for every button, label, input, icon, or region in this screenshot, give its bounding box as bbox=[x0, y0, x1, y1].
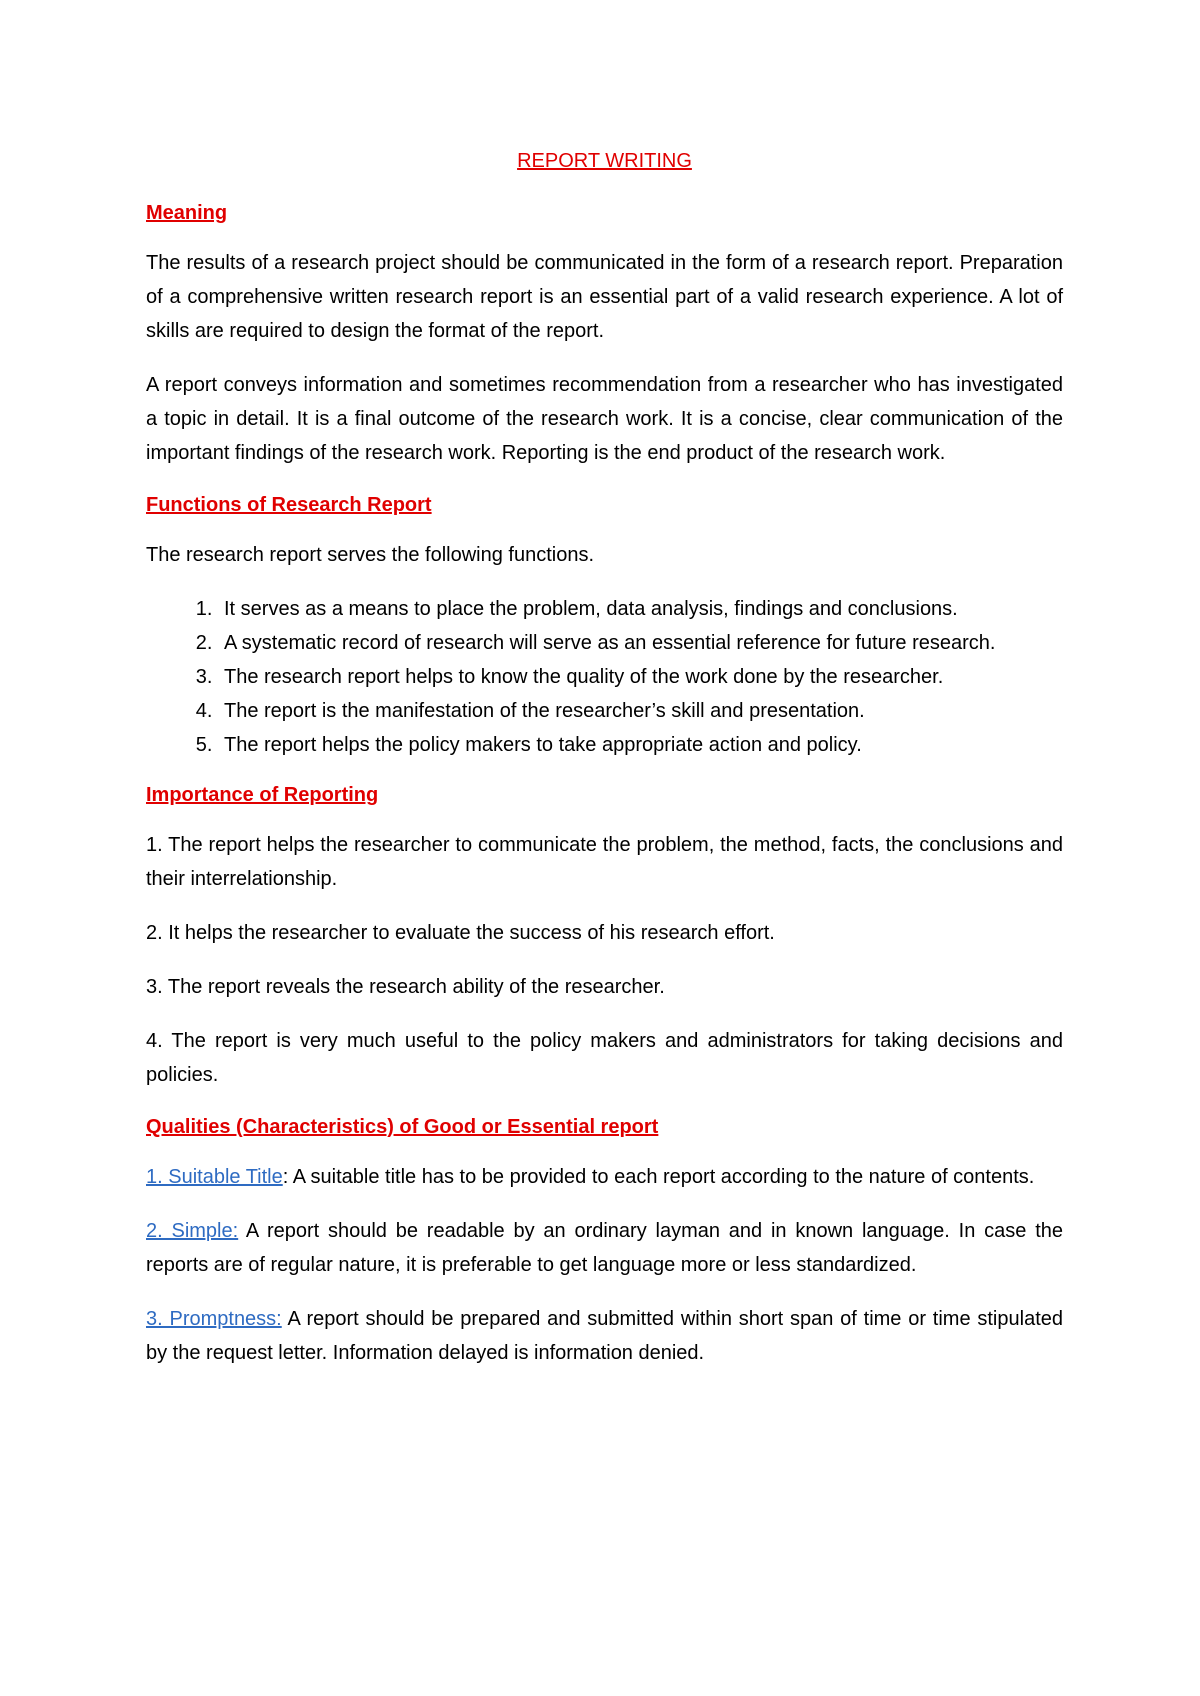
quality-label: 1. Suitable Title bbox=[146, 1166, 283, 1188]
meaning-heading: Meaning bbox=[146, 202, 228, 224]
quality-item-1 bbox=[146, 1160, 1063, 1194]
meaning-paragraph-1: The results of a research project should be communicated in the form of a research report. Preparation of a comprehensive written research report is an essential part of a valid research experience. A lot of skills are required to design the format of the report. bbox=[146, 252, 1063, 342]
document-title: REPORT WRITING bbox=[517, 150, 692, 172]
quality-text: A report should be readable by an ordinary layman and in known language. In case the reports are of regular nature, it is preferable to get language more or less standardized. bbox=[146, 1220, 1063, 1276]
importance-item-4: 4. The report is very much useful to the policy makers and administrators for taking decisions and policies. bbox=[146, 1030, 1063, 1086]
list-item: 5. The report helps the policy makers to take appropriate action and policy. bbox=[218, 728, 1063, 762]
list-item: 4. The report is the manifestation of the researcher’s skill and presentation. bbox=[218, 694, 1063, 728]
functions-heading: Functions of Research Report bbox=[146, 494, 432, 516]
importance-item-3: 3. The report reveals the research ability of the researcher. bbox=[146, 976, 665, 998]
importance-heading: Importance of Reporting bbox=[146, 784, 379, 806]
list-item: 1. It serves as a means to place the problem, data analysis, findings and conclusions. bbox=[218, 592, 1063, 626]
functions-intro: The research report serves the following functions. bbox=[146, 544, 594, 566]
quality-item-2 bbox=[146, 1214, 1063, 1282]
functions-list bbox=[146, 592, 1063, 762]
quality-text: : A suitable title has to be provided to each report according to the nature of contents. bbox=[282, 1166, 1035, 1188]
qualities-heading: Qualities (Characteristics) of Good or Essential report bbox=[146, 1116, 659, 1138]
quality-label: 2. Simple: bbox=[146, 1220, 239, 1242]
importance-item-2: 2. It helps the researcher to evaluate the success of his research effort. bbox=[146, 922, 775, 944]
quality-item-3 bbox=[146, 1302, 1063, 1370]
meaning-paragraph-2: A report conveys information and sometimes recommendation from a researcher who has investigated a topic in detail. It is a final outcome of the research work. It is a concise, clear communication of the important findings of the research work. Reporting is the end product of the research work. bbox=[146, 374, 1063, 464]
list-item: 2. A systematic record of research will serve as an essential reference for future research. bbox=[218, 626, 1063, 660]
importance-item-1: 1. The report helps the researcher to communicate the problem, the method, facts, the conclusions and their interrelationship. bbox=[146, 834, 1063, 890]
quality-text: A report should be prepared and submitted within short span of time or time stipulated by the request letter. Information delayed is information denied. bbox=[146, 1308, 1063, 1364]
list-item: 3. The research report helps to know the quality of the work done by the researcher. bbox=[218, 660, 1063, 694]
quality-label: 3. Promptness: bbox=[146, 1308, 282, 1330]
